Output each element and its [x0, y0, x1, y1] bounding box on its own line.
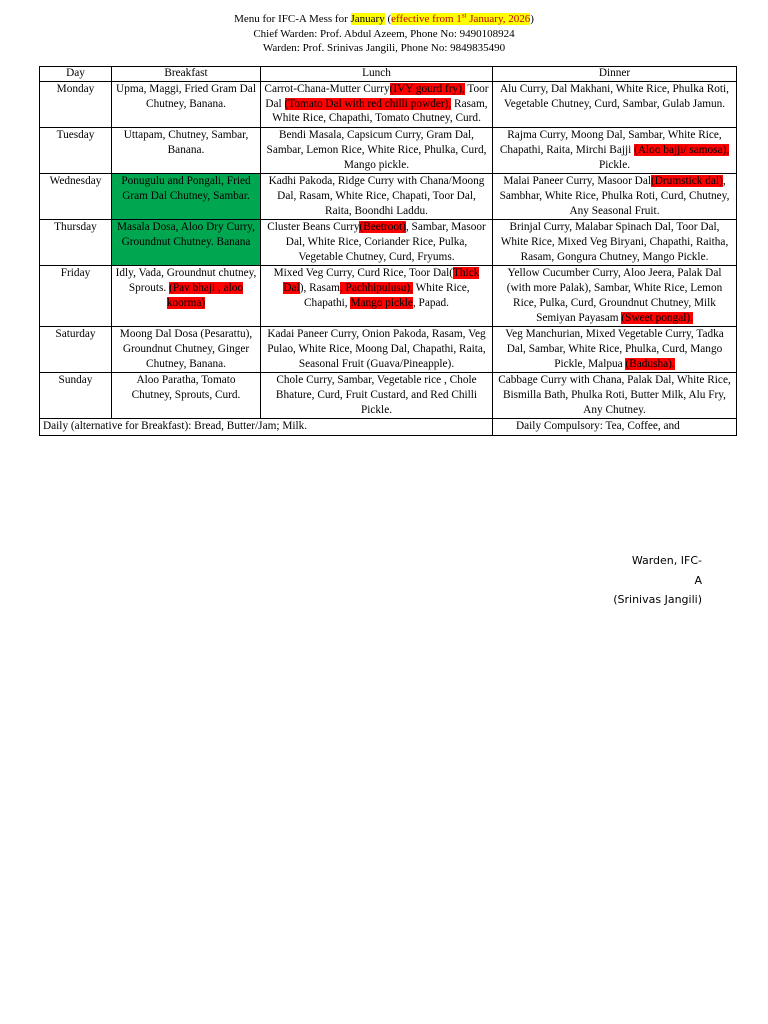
- menu-header: [0, 12, 768, 56]
- day-cell: Wednesday: [40, 174, 112, 220]
- dinner-cell: Rajma Curry, Moong Dal, Sambar, White Rice, Chapathi, Raita, Mirchi Bajji (Aloo bajji/ samosa), Pickle.: [493, 128, 737, 174]
- signature-title: Warden, IFC-: [631, 554, 702, 567]
- alternative-highlight: (Pav bhaji , aloo koorma): [166, 282, 244, 309]
- signature-name: (Srinivas Jangili): [613, 593, 702, 606]
- header-title-prefix: Menu for IFC-A Mess for: [234, 13, 351, 25]
- header-month: January: [350, 13, 385, 25]
- header-day: Day: [40, 67, 112, 82]
- day-cell: Sunday: [40, 373, 112, 419]
- alternative-highlight: (Beetroot): [359, 221, 406, 234]
- day-cell: Monday: [40, 82, 112, 128]
- dinner-cell: Yellow Cucumber Curry, Aloo Jeera, Palak Dal (with more Palak), Sambar, White Rice, Lemon Rice, Pulka, Curd, Groundnut Chutney, Milk Semiyan Payasam (Sweet pongal).: [493, 266, 737, 327]
- day-cell: Saturday: [40, 327, 112, 373]
- breakfast-cell: Idly, Vada, Groundnut chutney, Sprouts. (Pav bhaji , aloo koorma): [112, 266, 261, 327]
- breakfast-cell: Moong Dal Dosa (Pesarattu), Groundnut Chutney, Ginger Chutney, Banana.: [112, 327, 261, 373]
- breakfast-cell: Aloo Paratha, Tomato Chutney, Sprouts, Curd.: [112, 373, 261, 419]
- lunch-cell: Kadhi Pakoda, Ridge Curry with Chana/Moong Dal, Rasam, White Rice, Chapati, Toor Dal, Raita, Boondhi Laddu.: [261, 174, 493, 220]
- day-cell: Friday: [40, 266, 112, 327]
- breakfast-cell-highlighted: Ponugulu and Pongali, Fried Gram Dal Chutney, Sambar.: [112, 174, 261, 220]
- header-chief-warden: Chief Warden: Prof. Abdul Azeem, Phone No: 9490108924: [253, 27, 515, 40]
- alternative-highlight: (IVY gourd fry),: [389, 83, 465, 95]
- lunch-cell: Kadai Paneer Curry, Onion Pakoda, Rasam, Veg Pulao, White Rice, Moong Dal, Chapathi, Raita, Seasonal Fruit (Guava/Pineapple).: [261, 327, 493, 373]
- breakfast-cell-highlighted: Masala Dosa, Aloo Dry Curry, Groundnut Chutney. Banana: [112, 220, 261, 266]
- lunch-cell: Bendi Masala, Capsicum Curry, Gram Dal, Sambar, Lemon Rice, White Rice, Phulka, Curd, Mango pickle.: [261, 128, 493, 174]
- breakfast-cell: Upma, Maggi, Fried Gram Dal Chutney, Banana.: [112, 82, 261, 128]
- header-effective-date: effective from 1st January, 2026: [391, 11, 531, 25]
- daily-alternative-breakfast: Daily (alternative for Breakfast): Bread, Butter/Jam; Milk.: [40, 419, 493, 436]
- dinner-cell: Veg Manchurian, Mixed Vegetable Curry, Tadka Dal, Sambar, White Rice, Phulka, Curd, Mango Pickle, Malpua (Badusha).: [493, 327, 737, 373]
- menu-table: [39, 66, 737, 436]
- dinner-cell: Brinjal Curry, Malabar Spinach Dal, Toor Dal, White Rice, Mixed Veg Biryani, Chapathi, Raitha, Rasam, Gongura Chutney, Mango Pickle.: [493, 220, 737, 266]
- lunch-cell: Cluster Beans Curry(Beetroot), Sambar, Masoor Dal, White Rice, Coriander Rice, Pulka, Vegetable Chutney, Curd, Fryums.: [261, 220, 493, 266]
- alternative-highlight: Thick Dal: [283, 267, 480, 295]
- lunch-cell: Mixed Veg Curry, Curd Rice, Toor Dal(Thick Dal), Rasam, Pachhipulusu), White Rice, Chapathi, Mango pickle, Papad.: [261, 266, 493, 327]
- breakfast-cell: Uttapam, Chutney, Sambar, Banana.: [112, 128, 261, 174]
- header-title-line: [0, 12, 768, 27]
- daily-compulsory: Daily Compulsory: Tea, Coffee, and: [493, 419, 737, 436]
- table-row: [40, 373, 737, 419]
- header-paren-close: ): [530, 13, 534, 25]
- alternative-highlight: (Tomato Dal with red chilli powder),: [284, 97, 452, 110]
- table-row: [40, 220, 737, 266]
- signature-block: [613, 551, 702, 610]
- alternative-highlight: (Drumstick dal): [650, 175, 723, 188]
- alternative-highlight: , Pachhipulusu),: [339, 282, 414, 295]
- table-row: [40, 327, 737, 373]
- header-warden: Warden: Prof. Srinivas Jangili, Phone No: 9849835490: [262, 42, 506, 54]
- table-footer-row: [40, 419, 737, 436]
- dinner-cell: Alu Curry, Dal Makhani, White Rice, Phulka Roti, Vegetable Chutney, Curd, Sambar, Gulab Jamun.: [493, 82, 737, 128]
- table-row: [40, 82, 737, 128]
- header-breakfast: Breakfast: [112, 67, 261, 82]
- header-paren-open: (: [384, 13, 392, 25]
- header-dinner: Dinner: [493, 67, 737, 82]
- table-row: [40, 128, 737, 174]
- day-cell: Thursday: [40, 220, 112, 266]
- lunch-cell: Chole Curry, Sambar, Vegetable rice , Chole Bhature, Curd, Fruit Custard, and Red Chilli Pickle.: [261, 373, 493, 419]
- header-lunch: Lunch: [261, 67, 493, 82]
- table-row: [40, 266, 737, 327]
- lunch-cell: Carrot-Chana-Mutter Curry(IVY gourd fry), Toor Dal (Tomato Dal with red chilli powder), Rasam, White Rice, Chapathi, Tomato Chutney, Curd.: [261, 82, 493, 128]
- day-cell: Tuesday: [40, 128, 112, 174]
- dinner-cell: Cabbage Curry with Chana, Palak Dal, White Rice, Bismilla Bath, Phulka Roti, Butter Milk, Alu Fry, Any Chutney.: [493, 373, 737, 419]
- alternative-highlight: (Aloo bajji/ samosa),: [634, 143, 730, 156]
- alternative-highlight: Mango pickle: [350, 296, 413, 309]
- table-header-row: [40, 67, 737, 82]
- dinner-cell: Malai Paneer Curry, Masoor Dal(Drumstick dal), Sambhar, White Rice, Phulka Roti, Curd, Chutney, Any Seasonal Fruit.: [493, 174, 737, 220]
- alternative-highlight: (Sweet pongal).: [621, 311, 693, 324]
- table-row: [40, 174, 737, 220]
- alternative-highlight: (Badusha).: [625, 357, 675, 370]
- signature-title-cont: A: [694, 573, 702, 587]
